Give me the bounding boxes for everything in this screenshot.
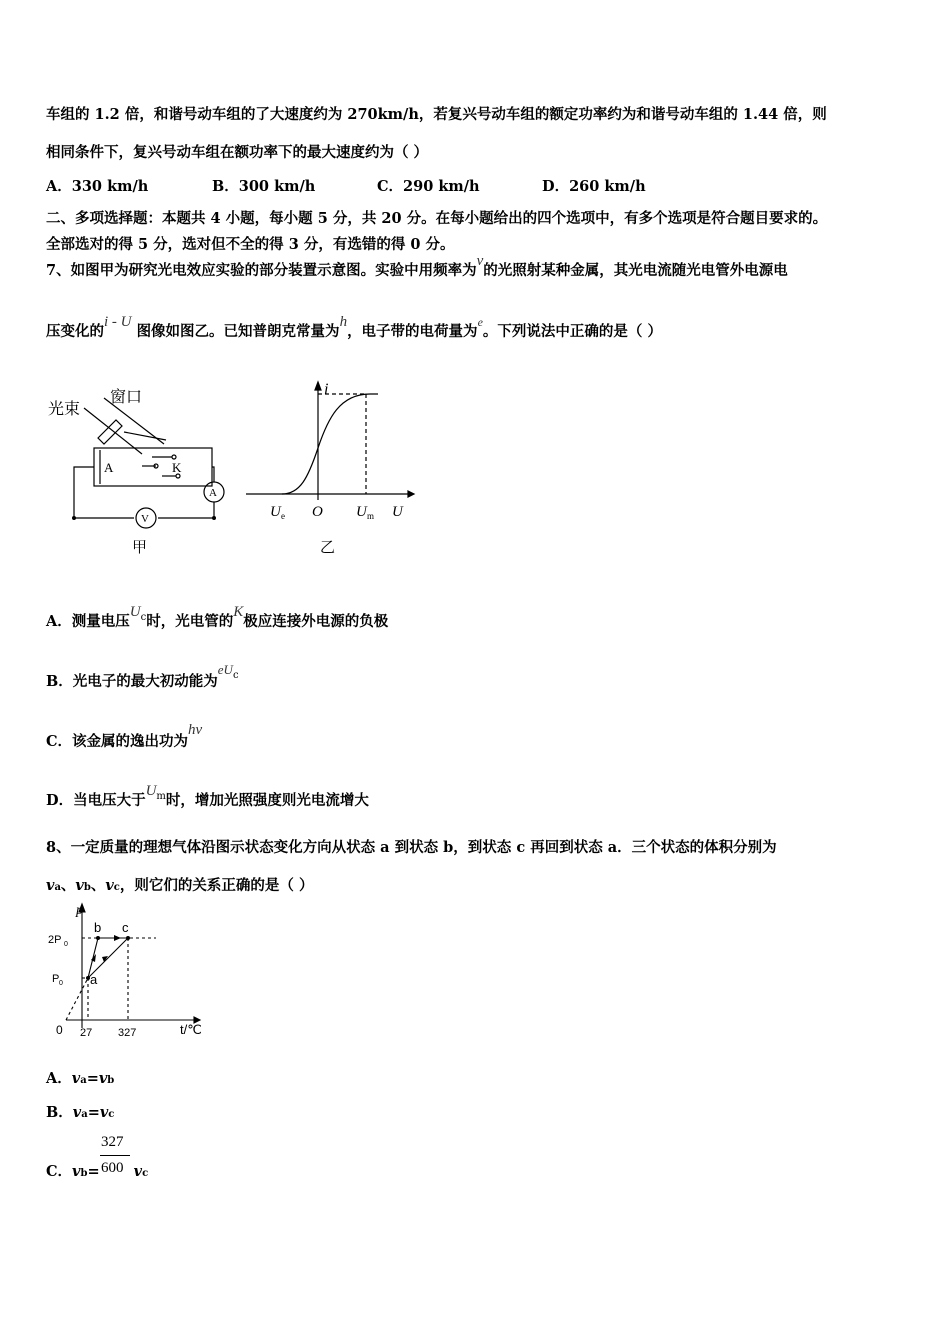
q8-line2-post: ，则它们的关系正确的是（ ） [119, 877, 314, 894]
q8-option-b-r: v [99, 1104, 109, 1121]
q8-option-a-l: v [71, 1070, 81, 1087]
q8-option-b-ls: a [81, 1109, 88, 1120]
q8-option-c-fraction-bar [100, 1155, 130, 1156]
q8-va-sub: a [54, 882, 61, 893]
two-p0-sub: 0 [64, 941, 68, 948]
q7-h: h [339, 314, 348, 330]
point-b-label: b [94, 920, 102, 935]
q8-option-a-r: v [98, 1070, 108, 1087]
q8-option-b-eq: = [87, 1104, 100, 1121]
q7-line2 [46, 314, 662, 341]
q7-figure-apparatus [44, 380, 234, 560]
p-axis-label: p [76, 903, 83, 918]
q7-iu: i - U [104, 314, 132, 330]
q8-option-c-ls: b [80, 1168, 88, 1179]
um-label: U [356, 504, 367, 520]
q6-option-a: A．330 km/h [46, 178, 149, 195]
q8-option-c-numerator: 327 [101, 1134, 124, 1150]
q8-sep2: 、 [90, 877, 106, 894]
q8-vc: v [105, 877, 114, 894]
um-sub: m [367, 511, 375, 521]
voltmeter-label: V [141, 513, 149, 525]
window-label: 窗口 [110, 389, 143, 406]
section2-line2: 全部选对的得 5 分，选对但不全的得 3 分，有选错的得 0 分。 [46, 236, 455, 253]
iu-curve [282, 394, 378, 494]
figure-a-caption: 甲 [132, 540, 148, 556]
q7-option-b [46, 662, 239, 691]
q8-vb-sub: b [83, 882, 91, 893]
q7-option-d-u: U [145, 783, 157, 799]
q7-option-c-pre: C．该金属的逸出功为 [46, 733, 189, 750]
q8-vc-sub: c [113, 882, 120, 893]
uc-sub: e [281, 511, 285, 521]
q7-option-a-sub: c [140, 612, 147, 623]
q7-nu: ν [476, 253, 484, 269]
q8-sep1: 、 [60, 877, 76, 894]
point-a-label: a [90, 972, 98, 987]
q8-option-c-l: v [72, 1163, 81, 1180]
beam-label: 光束 [48, 401, 81, 418]
two-p0-label: 2P [48, 934, 62, 946]
q7-option-a-post: 极应连接外电源的负极 [243, 613, 389, 630]
q8-vb: v [75, 877, 84, 894]
q7-option-a-pre: A．测量电压 [46, 613, 130, 630]
section2-line1: 二、多项选择题：本题共 4 小题，每小题 5 分，共 20 分。在每小题给出的四个选项中，有多个选项是符合题目要求的。 [46, 210, 828, 227]
point-c-label: c [122, 920, 129, 935]
cathode-label: K [172, 460, 182, 475]
p0-sub: 0 [59, 980, 63, 987]
u-axis-label: U [392, 504, 403, 520]
q7-line1a: 7、如图甲为研究光电效应实验的部分装置示意图。实验中用频率为 [46, 262, 477, 279]
q7-option-d-pre: D．当电压大于 [46, 792, 146, 809]
q7-option-a [46, 604, 389, 631]
q8-pt-graph [44, 898, 214, 1043]
q7-line2a: 压变化的 [46, 323, 104, 340]
q7-option-d-post: 时，增加光照强度则光电流增大 [165, 792, 369, 809]
q6-option-c: C．290 km/h [377, 178, 480, 195]
q8-va: v [46, 877, 55, 894]
q7-option-a-mid: 时，光电管的 [146, 613, 234, 630]
origin-0-label: 0 [56, 1023, 63, 1037]
q7-option-d [46, 783, 369, 810]
q6-line2: 相同条件下，复兴号动车组在额功率下的最大速度约为（ ） [46, 144, 429, 161]
figure-b-caption: 乙 [320, 540, 336, 556]
origin-label: O [312, 504, 323, 520]
tube-window [98, 420, 122, 444]
t327-label: 327 [118, 1027, 137, 1039]
q8-option-a [46, 1067, 114, 1088]
i-axis-label: i [324, 381, 329, 398]
q7-line1 [46, 253, 788, 280]
uc-label: U [270, 504, 281, 520]
q7-option-c [46, 722, 203, 751]
q8-option-c-r: v [133, 1163, 143, 1180]
q7-line1b: 的光照射某种金属，其光电流随光电管外电源电 [483, 262, 788, 279]
t27-label: 27 [80, 1027, 93, 1039]
anode-label: A [104, 460, 114, 475]
q8-option-a-rs: b [107, 1075, 115, 1086]
q8-option-b-l: v [72, 1104, 82, 1121]
q8-option-c-pre: C． [46, 1163, 73, 1180]
q8-option-a-eq: = [86, 1070, 99, 1087]
q7-option-c-math: hν [188, 722, 203, 738]
q7-option-b-pre: B．光电子的最大初动能为 [46, 673, 218, 690]
q8-line1: 8、一定质量的理想气体沿图示状态变化方向从状态 a 到状态 b，到状态 c 再回到状态 a．三个状态的体积分别为 [46, 839, 777, 856]
q8-option-b-rs: c [108, 1109, 115, 1120]
q8-option-b [46, 1101, 114, 1122]
q7-option-b-math: eU [217, 662, 233, 677]
q6-option-b: B．300 km/h [212, 178, 316, 195]
q7-option-a-k: K [233, 604, 244, 620]
q8-option-a-ls: a [80, 1075, 87, 1086]
q7-option-d-sub: m [156, 791, 166, 802]
q7-figure-iu-graph [240, 378, 420, 558]
q6-line1: 车组的 1.2 倍，和谐号动车组的了大速度约为 270km/h，若复兴号动车组的额定功率约为和谐号动车组的 1.44 倍，则 [46, 106, 827, 123]
q7-option-a-u: U [129, 604, 141, 620]
q8-option-b-pre: B． [46, 1104, 73, 1121]
q7-e: e [477, 315, 483, 329]
q8-option-c [46, 1160, 148, 1181]
t-axis-label: t/℃ [180, 1022, 202, 1037]
ammeter-label: A [209, 487, 217, 499]
q8-option-c-rs: c [142, 1168, 149, 1179]
p0-label: P [52, 973, 60, 985]
q8-option-c-denominator: 600 [101, 1160, 124, 1176]
q7-line2b: 图像如图乙。已知普朗克常量为 [136, 323, 340, 340]
q7-line2c: ，电子带的电荷量为 [347, 323, 478, 340]
light-ray-1 [84, 408, 142, 454]
q8-line2 [46, 874, 313, 895]
q8-option-c-eq: = [87, 1163, 100, 1180]
q8-option-a-pre: A． [46, 1070, 72, 1087]
q7-line2d: 。下列说法中正确的是（ ） [482, 323, 662, 340]
q6-option-d: D．260 km/h [542, 178, 646, 195]
q7-option-b-sub: c [232, 670, 239, 681]
